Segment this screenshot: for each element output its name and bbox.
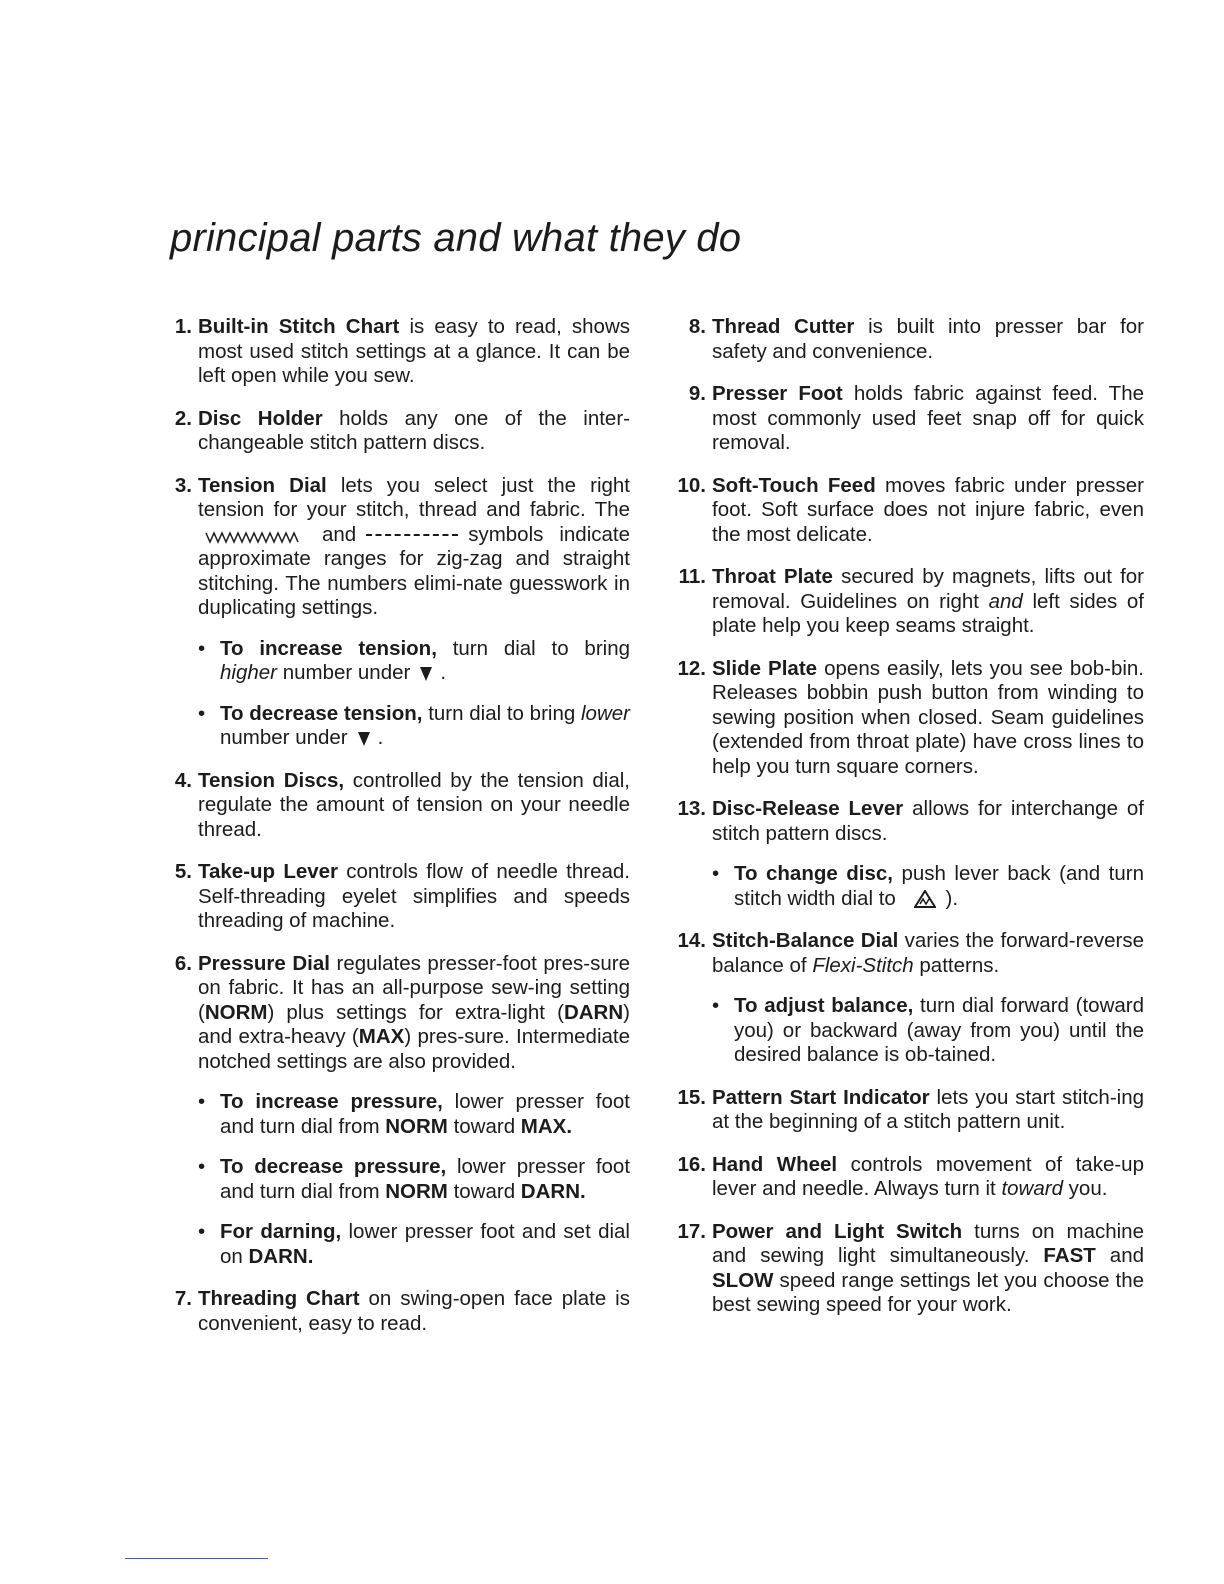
stitch-width-symbol-icon — [914, 890, 936, 908]
bullet-lead: For darning, — [220, 1220, 342, 1243]
item-number: 6. — [174, 951, 192, 975]
list-item — [676, 1153, 1144, 1202]
item-term: Take-up Lever — [198, 860, 339, 883]
list-item — [162, 315, 630, 389]
bullet-bold: NORM — [385, 1114, 448, 1138]
item-number: 7. — [174, 1287, 192, 1310]
item-text: controlled by the tension dial, regulate the amount of tension on your needle thread. — [198, 768, 630, 841]
bullet-item: • To adjust balance, turn dial forward (toward you) or backward (away from you) until the desired balance is ob-tained. — [712, 994, 1145, 1066]
item-term: Pressure Dial — [198, 951, 330, 975]
list-item — [162, 474, 630, 751]
page-title: principal parts and what they do — [170, 216, 742, 260]
item-number: 8. — [688, 315, 706, 338]
bullet-text: turn dial to bring — [422, 701, 581, 725]
list-item — [676, 797, 1144, 911]
bullet-italic: lower — [581, 701, 630, 725]
item-number: 14. — [677, 929, 706, 952]
bullet-item: • To decrease pressure, lower presser foot and turn dial from NORM toward DARN. — [198, 1155, 631, 1203]
item-text: controls flow of needle thread. Self-threading eyelet simplifies and speeds threading of machine. — [198, 860, 630, 932]
item-term: Thread Cutter — [712, 315, 855, 338]
bullet-text: toward — [447, 1114, 521, 1138]
item-text: opens easily, lets you see bob-bin. Releases bobbin push button from winding to sewing position when closed. Seam guidelines (extended from throat plate) have cross lines to help you turn square corners. — [712, 656, 1145, 778]
bullet-bold: NORM — [385, 1179, 448, 1203]
setting-max: MAX — [358, 1025, 405, 1048]
bullet-bold: DARN. — [248, 1244, 314, 1268]
setting-darn: DARN — [563, 1000, 624, 1024]
list-item — [162, 860, 630, 934]
item-italic: Flexi-Stitch — [812, 953, 914, 977]
item-number: 17. — [677, 1219, 706, 1243]
item-term: Built-in Stitch Chart — [198, 315, 400, 338]
item-text: is built into presser bar for safety and convenience. — [712, 315, 1145, 363]
list-item — [162, 1287, 630, 1336]
item-term: Stitch-Balance Dial — [712, 929, 899, 952]
item-text: is easy to read, shows most used stitch settings at a glance. It can be left open while you sew. — [198, 315, 630, 387]
item-text: holds fabric against feed. The most commonly used feet snap off for quick removal. — [712, 382, 1144, 454]
item-text: and — [321, 522, 357, 546]
item-text: ) and extra-heavy ( — [198, 1000, 630, 1048]
item-text: ) pres-sure. Intermediate notched settings are also provided. — [198, 1025, 631, 1073]
down-triangle-icon — [358, 732, 370, 746]
item-number: 9. — [688, 382, 706, 405]
item-number: 3. — [174, 473, 192, 497]
item-term: Soft-Touch Feed — [712, 473, 876, 497]
bullet-text: push lever back (and turn stitch width dial to — [734, 862, 1144, 910]
bullet-text: lower presser foot and turn dial from — [220, 1090, 630, 1138]
bullet-lead: To decrease pressure, — [220, 1155, 447, 1178]
item-term: Pattern Start Indicator — [712, 1085, 930, 1109]
item-text: lets you select just the right tension for your stitch, thread and fabric. The — [198, 473, 630, 521]
item-text: varies the forward-reverse balance of — [712, 929, 1144, 977]
list-item — [676, 382, 1144, 456]
item-number: 15. — [677, 1085, 706, 1109]
bullet-lead: To adjust balance, — [734, 994, 914, 1017]
item-text: lets you start stitch-ing at the beginning of a stitch pattern unit. — [712, 1085, 1144, 1133]
item-text: allows for interchange of stitch pattern discs. — [712, 797, 1144, 845]
bullet-lead: To change disc, — [734, 862, 893, 885]
item-text: regulates presser-foot pres-sure on fabric. It has an all-purpose sew-ing setting ( — [198, 951, 630, 1024]
item-number: 10. — [677, 473, 706, 497]
bullet-end: . — [377, 726, 384, 749]
item-text: ) plus settings for extra-light ( — [267, 1000, 564, 1024]
bullet-item: • To decrease tension, turn dial to bring lower number under . — [198, 701, 630, 749]
item-text: turns on machine and sewing light simultaneously. — [712, 1219, 1144, 1267]
list-item — [676, 565, 1144, 639]
list-item — [162, 407, 630, 456]
item-number: 5. — [174, 860, 192, 883]
item-text: holds any one of the inter-changeable stitch pattern discs. — [198, 406, 630, 454]
bullet-lead: To decrease tension, — [220, 701, 423, 725]
item-text: speed range settings let you choose the best sewing speed for your work. — [712, 1268, 1144, 1316]
bullet-italic: higher — [220, 661, 277, 684]
bullet-text: lower presser foot and set dial on — [220, 1220, 630, 1268]
item-number: 13. — [677, 797, 706, 820]
setting-slow: SLOW — [712, 1268, 774, 1292]
bullet-text: number under — [277, 661, 411, 684]
list-item — [676, 1086, 1144, 1135]
down-triangle-icon — [420, 667, 432, 681]
list-item — [162, 952, 630, 1270]
item-term: Throat Plate — [712, 565, 833, 588]
item-number: 2. — [174, 406, 192, 430]
setting-norm: NORM — [204, 1000, 268, 1024]
bullet-item: • To change disc, push lever back (and turn stitch width dial to ). — [712, 862, 1144, 910]
bullet-text: toward — [447, 1179, 521, 1203]
item-text: and — [1095, 1244, 1144, 1267]
item-number: 11. — [678, 565, 706, 588]
zigzag-symbol-icon — [204, 530, 300, 544]
item-text: controls movement of take-up lever and needle. Always turn it — [712, 1152, 1144, 1200]
item-term: Threading Chart — [198, 1287, 360, 1310]
list-item — [676, 315, 1144, 364]
bullet-item: • To increase pressure, lower presser foot and turn dial from NORM toward MAX. — [198, 1090, 630, 1138]
item-term: Disc Holder — [198, 406, 323, 430]
item-text: symbols indicate approximate ranges for zig-zag and straight stitching. The numbers elimi-nate guesswork in duplicating settings. — [198, 522, 630, 619]
item-italic: toward — [1001, 1177, 1063, 1200]
list-item — [676, 1220, 1144, 1318]
list-item — [676, 929, 1144, 1068]
item-italic: and — [988, 589, 1023, 613]
bullet-lead: To increase tension, — [220, 636, 437, 660]
bullet-text: lower presser foot and turn dial from — [220, 1155, 631, 1203]
item-term: Hand Wheel — [712, 1152, 838, 1176]
item-number: 4. — [174, 768, 192, 792]
bullet-item: • For darning, lower presser foot and set dial on DARN. — [198, 1220, 630, 1268]
item-text: you. — [1062, 1177, 1108, 1200]
bullet-text: turn dial to bring — [436, 636, 631, 660]
bullet-text: number under — [220, 726, 348, 749]
straight-stitch-symbol-icon — [366, 534, 458, 536]
item-text: left sides of plate help you keep seams straight. — [712, 589, 1144, 637]
item-text: on swing-open face plate is convenient, easy to read. — [198, 1287, 630, 1335]
item-number: 1. — [174, 315, 192, 338]
right-column — [676, 315, 1144, 1336]
left-column — [162, 315, 630, 1354]
item-term: Slide Plate — [712, 656, 818, 680]
bullet-end: . — [440, 661, 447, 684]
item-term: Disc-Release Lever — [712, 797, 904, 820]
bullet-lead: To increase pressure, — [220, 1090, 443, 1113]
bullet-bold: MAX. — [520, 1114, 573, 1138]
list-item — [162, 769, 630, 843]
item-term: Tension Discs, — [198, 768, 345, 792]
item-number: 12. — [677, 656, 706, 680]
list-item — [676, 657, 1144, 780]
item-number: 16. — [677, 1152, 706, 1176]
footer-rule — [125, 1558, 268, 1559]
list-item — [676, 474, 1144, 548]
setting-fast: FAST — [1043, 1244, 1096, 1267]
item-text: secured by magnets, lifts out for removal. Guidelines on right — [712, 565, 1144, 613]
bullet-bold: DARN. — [520, 1179, 586, 1203]
item-text: moves fabric under presser foot. Soft surface does not injure fabric, even the most delicate. — [712, 473, 1144, 546]
bullet-text: turn dial forward (toward you) or backward (away from you) until the desired balance is ob-tained. — [734, 994, 1145, 1066]
item-text: patterns. — [913, 953, 1000, 977]
bullet-end: ). — [945, 886, 959, 910]
item-term: Tension Dial — [198, 473, 327, 497]
bullet-item: • To increase tension, turn dial to bring higher number under . — [198, 636, 631, 684]
item-term: Power and Light Switch — [712, 1219, 963, 1243]
item-term: Presser Foot — [712, 382, 843, 405]
